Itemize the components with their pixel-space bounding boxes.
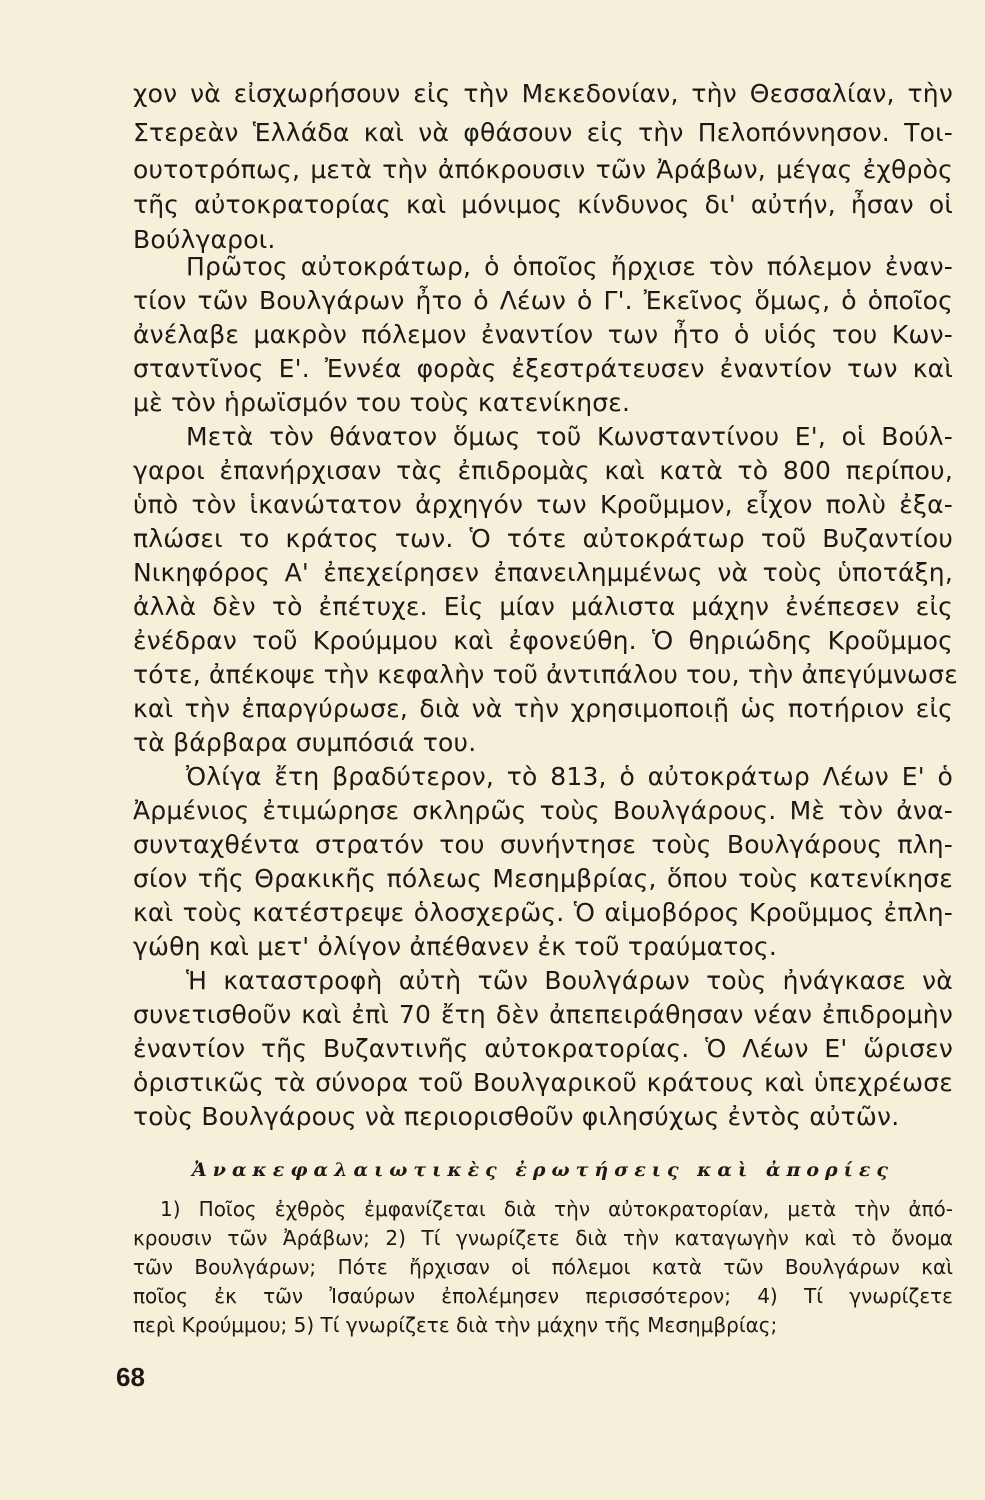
body-line: Στερεὰν Ἑλλάδα καὶ νὰ φθάσουν εἰς τὴν Πελοπόννησον. Τοι- [133,118,953,147]
body-line: Νικηφόρος Α' ἐπεχείρησεν ἐπανειλημμένως νὰ τοὺς ὑποτάξη, [133,558,953,587]
question-line: 1) Ποῖος ἐχθρὸς ἐμφανίζεται διὰ τὴν αὐτοκρατορίαν, μετὰ τὴν ἀπό- [160,1197,953,1221]
body-line: τοὺς Βουλγάρους νὰ περιορισθοῦν φιλησύχως ἐντὸς αὐτῶν. [133,1102,900,1131]
body-line: τῆς αὐτοκρατορίας καὶ μόνιμος κίνδυνος δι' αὐτήν, ἦσαν οἱ [133,190,953,219]
body-line: τίον τῶν Βουλγάρων ἦτο ὁ Λέων ὁ Γ'. Ἐκεῖνος ὅμως, ὁ ὁποῖος [133,286,953,315]
body-line: ἐνέδραν τοῦ Κρούμμου καὶ ἐφονεύθη. Ὁ θηριώδης Κροῦμμος [133,626,953,655]
body-line: τότε, ἀπέκοψε τὴν κεφαλὴν τοῦ ἀντιπάλου του, τὴν ἀπεγύμνωσε [133,660,958,689]
review-questions-heading: Ἀνακεφαλαιωτικὲς ἐρωτήσεις καὶ ἀπορίες [192,1159,894,1181]
body-line: γώθη καὶ μετ' ὀλίγον ἀπέθανεν ἐκ τοῦ τραύματος. [133,932,778,961]
body-line: γαροι ἐπανήρχισαν τὰς ἐπιδρομὰς καὶ κατὰ τὸ 800 περίπου, [133,456,953,485]
body-line: καὶ τὴν ἐπαργύρωσε, διὰ νὰ τὴν χρησιμοποιῇ ὡς ποτήριον εἰς [133,694,953,723]
body-line: ουτοτρόπως, μετὰ τὴν ἀπόκρουσιν τῶν Ἀράβων, μέγας ἐχθρὸς [133,155,953,184]
body-line: Βούλγαροι. [133,225,276,254]
body-line: Πρῶτος αὐτοκράτωρ, ὁ ὁποῖος ἤρχισε τὸν πόλεμον ἐναν- [186,252,953,281]
body-line: Ὀλίγα ἔτη βραδύτερον, τὸ 813, ὁ αὐτοκράτωρ Λέων Ε' ὁ [186,762,953,791]
body-line: σίον τῆς Θρακικῆς πόλεως Μεσημβρίας, ὅπου τοὺς κατενίκησε [133,864,953,893]
question-line: τῶν Βουλγάρων; Πότε ἤρχισαν οἱ πόλεμοι κατὰ τῶν Βουλγάρων καὶ [133,1255,953,1279]
body-line: πλώσει το κράτος των. Ὁ τότε αὐτοκράτωρ τοῦ Βυζαντίου [133,524,953,553]
body-line: συνταχθέντα στρατόν του συνήντησε τοὺς Βουλγάρους πλη- [133,830,953,859]
body-line: μὲ τὸν ἡρωϊσμόν του τοὺς κατενίκησε. [133,388,631,417]
body-line: καὶ τοὺς κατέστρεψε ὁλοσχερῶς. Ὁ αἱμοβόρος Κροῦμμος ἐπλη- [133,898,953,927]
body-line: συνετισθοῦν καὶ ἐπὶ 70 ἔτη δὲν ἀπεπειράθησαν νέαν ἐπιδρομὴν [133,1000,953,1029]
page-number: 68 [116,1362,145,1392]
question-line: ποῖος ἐκ τῶν Ἰσαύρων ἐπολέμησεν περισσότερον; 4) Τί γνωρίζετε [133,1284,953,1308]
body-line: χον νὰ εἰσχωρήσουν εἰς τὴν Μεκεδονίαν, τὴν Θεσσαλίαν, τὴν [133,79,953,108]
body-line: ὑπὸ τὸν ἱκανώτατον ἀρχηγόν των Κροῦμμον, εἶχον πολὺ ἐξα- [133,490,953,519]
question-line: περὶ Κρούμμου; 5) Τί γνωρίζετε διὰ τὴν μάχην τῆς Μεσημβρίας; [133,1313,778,1337]
body-line: ἀνέλαβε μακρὸν πόλεμον ἐναντίον των ἦτο ὁ υἱός του Κων- [133,320,953,349]
question-line: κρουσιν τῶν Ἀράβων; 2) Τί γνωρίζετε διὰ τὴν καταγωγὴν καὶ τὸ ὄνομα [133,1226,953,1250]
body-line: ἀλλὰ δὲν τὸ ἐπέτυχε. Εἰς μίαν μάλιστα μάχην ἐνέπεσεν εἰς [133,592,953,621]
body-line: ὁριστικῶς τὰ σύνορα τοῦ Βουλγαρικοῦ κράτους καὶ ὑπεχρέωσε [133,1068,953,1097]
body-line: τὰ βάρβαρα συμπόσιά του. [133,728,477,757]
body-line: ἐναντίον τῆς Βυζαντινῆς αὐτοκρατορίας. Ὁ Λέων Ε' ὥρισεν [133,1034,953,1063]
body-line: Μετὰ τὸν θάνατον ὅμως τοῦ Κωνσταντίνου Ε', οἱ Βούλ- [186,422,953,451]
body-line: σταντῖνος Ε'. Ἐννέα φορὰς ἐξεστράτευσεν ἐναντίον των καὶ [133,354,953,383]
body-line: Ἀρμένιος ἐτιμώρησε σκληρῶς τοὺς Βουλγάρους. Μὲ τὸν ἀνα- [133,796,953,825]
body-line: Ἡ καταστροφὴ αὐτὴ τῶν Βουλγάρων τοὺς ἠνάγκασε νὰ [186,966,953,995]
